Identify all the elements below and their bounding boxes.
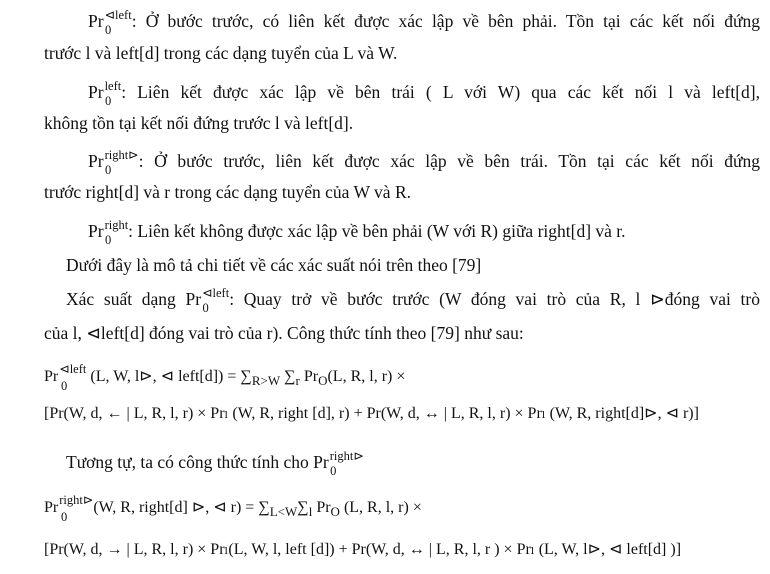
paragraph-pr-right-arrow-line1 xyxy=(88,148,760,177)
pr-sub: O xyxy=(330,504,340,520)
text: Tương tự, ta có công thức tính cho xyxy=(66,452,314,472)
pr-sub: 0 xyxy=(61,379,68,393)
pr-sub: 0 xyxy=(105,23,112,37)
sum-sub: R>W xyxy=(251,373,281,389)
text: : Quay trở về bước trước (W đóng vai trò của R, l ⊳đóng vai trò xyxy=(229,289,760,309)
sum-sub: l xyxy=(308,504,313,520)
pr-sub: 0 xyxy=(61,510,68,524)
pr-base: Pr xyxy=(88,82,104,102)
text: ∑ xyxy=(297,499,309,516)
pr-sub: O xyxy=(318,373,328,389)
pr-sub: 0 xyxy=(202,301,209,315)
pr-symbol xyxy=(88,8,132,37)
text: (L, R, l, r) × xyxy=(339,499,422,516)
text: (L, W, l⊳, ⊲ left[d]) = ∑ xyxy=(86,368,252,385)
text: Pr xyxy=(299,368,319,385)
equation-1-line1 xyxy=(44,362,406,393)
pr-base: Pr xyxy=(44,368,59,385)
sum-sub: r xyxy=(295,373,300,389)
pr-sup: right xyxy=(104,218,129,232)
pr-sup: right⊳ xyxy=(59,493,94,507)
pr-base: Pr xyxy=(185,289,202,309)
pr-symbol xyxy=(88,79,122,108)
pr-base: Pr xyxy=(88,221,104,241)
paragraph-prob-form-line2: của l, ⊲left[d] đóng vai trò của r). Công thức tính theo [79] như sau: xyxy=(44,323,524,343)
pr-sub: 0 xyxy=(330,464,337,478)
text: Xác suất dạng xyxy=(66,289,186,309)
paragraph-prob-form-line1 xyxy=(66,286,760,315)
text: : Liên kết không được xác lập về bên phải (W với R) giữa right[d] và r. xyxy=(128,221,626,241)
pr-sup: left xyxy=(104,79,122,93)
text: Pr xyxy=(312,499,331,516)
pr-base: Pr xyxy=(44,499,59,516)
paragraph-pr-left-line2: không tồn tại kết nối đứng trước l và left[d]. xyxy=(44,113,354,133)
paragraph-intro: Dưới đây là mô tả chi tiết về các xác suất nói trên theo [79] xyxy=(66,255,482,275)
paragraph-pr-left-line1 xyxy=(88,79,760,108)
sum-sub: L<W xyxy=(269,504,298,520)
pr-sub: 0 xyxy=(105,163,112,177)
pr-sup: ⊲left xyxy=(202,286,230,300)
text: ∑ xyxy=(280,368,296,385)
equation-1-line2: [Pr(W, d, ← | L, R, l, r) × Prₗ (W, R, right [d], r) + Pr(W, d, ↔ | L, R, l, r) × Prₗ (W, R, right[d]⊳, ⊲ r)] xyxy=(44,405,699,422)
pr-sup: right⊳ xyxy=(329,449,364,463)
equation-2-line2: [Pr(W, d, → | L, R, l, r) × Prₗ(L, W, l, left [d]) + Pr(W, d, ↔ | L, R, l, r ) × Prₗ (L, W, l⊳, ⊲ left[d] )] xyxy=(44,541,682,558)
pr-symbol xyxy=(88,218,129,247)
pr-base: Pr xyxy=(313,452,329,472)
pr-symbol xyxy=(44,362,87,393)
pr-sup: right⊳ xyxy=(104,148,139,162)
pr-sub: 0 xyxy=(105,94,112,108)
text: (W, R, right[d] ⊳, ⊲ r) = ∑ xyxy=(93,499,270,516)
paragraph-pr-right-arrow-line2: trước right[d] và r trong các dạng tuyển của W và R. xyxy=(44,182,411,202)
paragraph-pr-right xyxy=(88,218,626,247)
text: (L, R, l, r) × xyxy=(327,368,406,385)
paragraph-pr-left-arrow-line2: trước l và left[d] trong các dạng tuyển của L và W. xyxy=(44,43,398,63)
text: : Liên kết được xác lập về bên trái ( L với W) qua các kết nối l và left[d], xyxy=(121,82,760,102)
text: : Ở bước trước, liên kết được xác lập về bên trái. Tồn tại các kết nối đứng xyxy=(138,151,760,171)
pr-sup: ⊲left xyxy=(104,8,132,22)
pr-symbol xyxy=(185,286,230,315)
equation-2-line1 xyxy=(44,493,422,524)
paragraph-pr-left-arrow-line1 xyxy=(88,8,760,37)
pr-symbol xyxy=(88,148,139,177)
paragraph-similarly xyxy=(66,449,364,478)
pr-base: Pr xyxy=(88,11,104,31)
text: : Ở bước trước, có liên kết được xác lập về bên phải. Tồn tại các kết nối đứng xyxy=(131,11,760,31)
pr-sub: 0 xyxy=(105,233,112,247)
pr-sup: ⊲left xyxy=(59,362,87,376)
pr-symbol xyxy=(44,493,94,524)
pr-symbol xyxy=(313,449,364,478)
pr-base: Pr xyxy=(88,151,104,171)
